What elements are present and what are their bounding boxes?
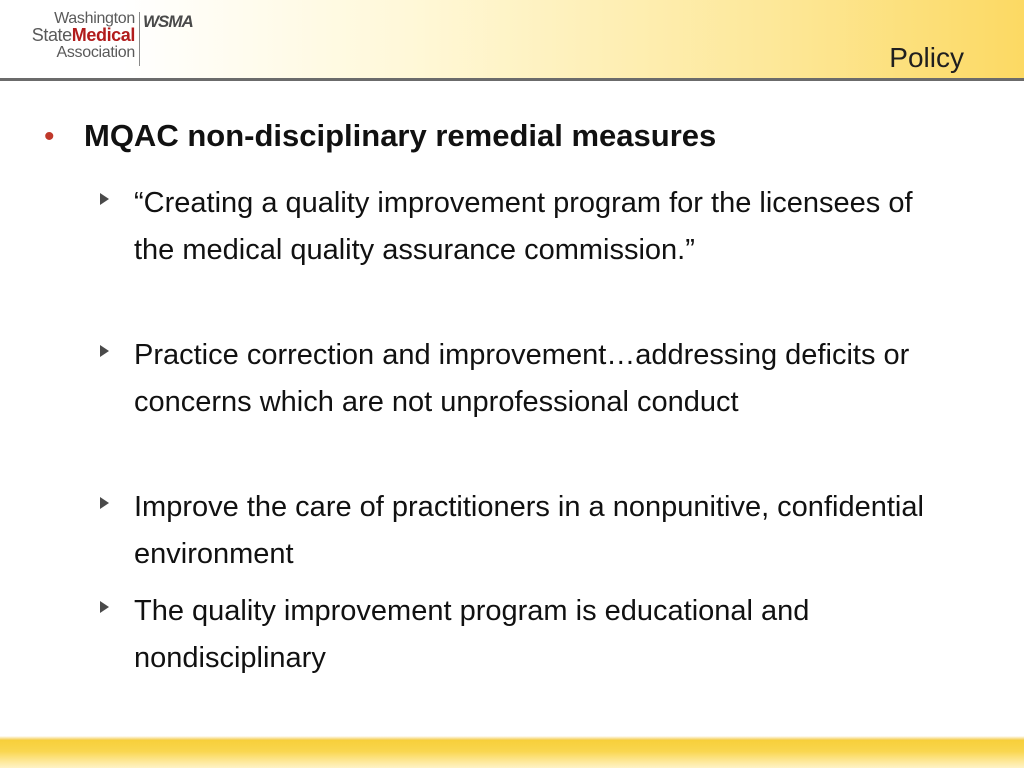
- logo-divider: [139, 12, 140, 66]
- sub-bullet-text: “Creating a quality improvement program for the licensees of the medical quality assurance commission.”: [134, 187, 913, 266]
- slide-header: [0, 0, 1024, 78]
- sub-bullet-text: Practice correction and improvement…addressing deficits or concerns which are not unprofessional conduct: [134, 339, 910, 418]
- logo-line-washington: Washington: [54, 10, 135, 27]
- logo-mark: WSMA: [143, 12, 193, 31]
- bullet-dot-icon: •: [44, 120, 55, 153]
- triangle-right-icon: [100, 497, 109, 509]
- footer-bar: [0, 740, 1024, 768]
- logo-word-state: State: [31, 25, 72, 45]
- main-bullet-text: MQAC non-disciplinary remedial measures: [84, 118, 717, 153]
- logo-word-medical: Medical: [71, 25, 135, 45]
- triangle-right-icon: [100, 193, 109, 205]
- header-divider: [0, 78, 1024, 81]
- triangle-right-icon: [100, 345, 109, 357]
- sub-bullet-text: The quality improvement program is educational and nondisciplinary: [134, 595, 810, 674]
- wsma-logo: [22, 10, 197, 68]
- logo-organization-name: [32, 10, 135, 61]
- slide-title: Policy: [889, 42, 964, 73]
- logo-line-state-medical: [32, 27, 135, 44]
- logo-line-association: Association: [56, 44, 135, 61]
- triangle-right-icon: [100, 601, 109, 613]
- sub-bullet-text: Improve the care of practitioners in a nonpunitive, confidential environment: [134, 491, 924, 570]
